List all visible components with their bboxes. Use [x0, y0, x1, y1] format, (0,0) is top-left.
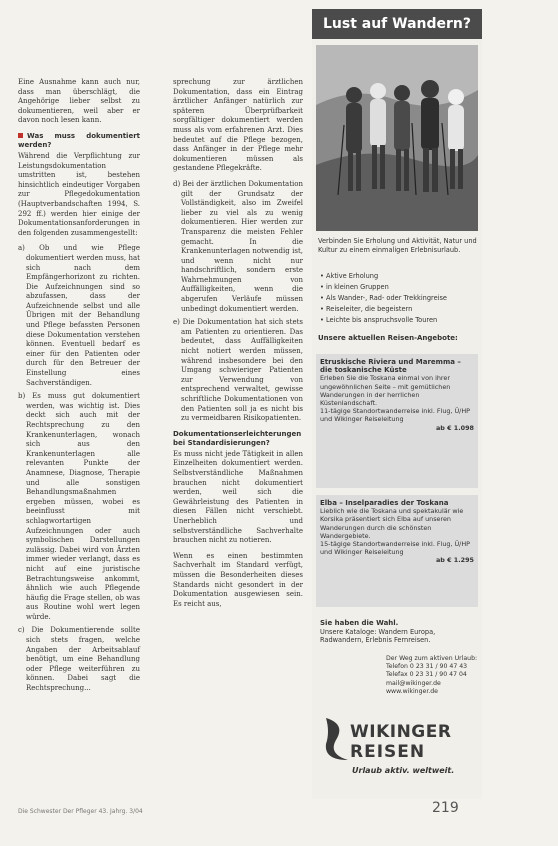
phone-number: Telefon 0 23 31 / 90 47 43 — [386, 663, 468, 671]
body-paragraph: Während die Verpflichtung zur Leistungsdokumentation umstritten ist, bestehen hinsichtlich eindeutiger Vorgaben zur Pflegedokumentation (Hauptverbandschaften 1994, S. 292 ff.) werden hier einige der Dokumentationsanforderungen in den folgenden zusammengestellt: — [18, 151, 140, 237]
ad-features-list — [320, 271, 480, 326]
body-paragraph: sprechung zur ärztlichen Dokumentation, dass ein Eintrag ärztlicher Anfänger natürlich zur späteren Überprüfbarkeit sorgfältiger dokumentiert werden muss als vom erfahrenen Arzt. Dies bedeutet auf die Pflege bezogen, dass Anfänger in der Pflege mehr dokumentieren müssen als gestandene Pflegekräfte. — [173, 78, 303, 173]
fax-number: Telefax 0 23 31 / 90 47 04 — [386, 671, 467, 679]
list-item-e: e) Die Dokumentation hat sich stets am Patienten zu orientieren. Das bedeutet, dass Auffälligkeiten nicht notiert werden müssen, während insbesondere bei den Umgang schwieriger Patienten zur Verwendung von entsprechend verwaltet, gewisse schriftliche Dokumentationen von den Patienten soll ja es nicht bis zu vermeidbaren Risikopatienten. — [173, 318, 303, 423]
list-item-a: a) Ob und wie Pflege dokumentiert werden muss, hat sich nach dem Empfängerhorizont zu richten. Die Aufzeichnungen sind so abzufassen, dass der Aufzeichnende selbst und alle Übrigen mit der Behandlung und Pflege befassten Personen diese Dokumentation verstehen können. Eventuell bedarf es einer für den Patienten oder durch für den Betreuer der Einstellung eines Sachverständigen. — [18, 244, 140, 387]
hikers-photo — [316, 45, 478, 231]
offer-title: Etruskische Riviera und Maremma – die toskanische Küste — [320, 358, 461, 375]
email-address: mail@wikinger.de — [386, 679, 441, 687]
contact-info — [386, 655, 482, 696]
wikinger-logo — [322, 714, 482, 784]
offer-card-maremma — [316, 354, 478, 488]
subsection-heading: Dokumentationserleichterungen bei Standardisierungen? — [173, 429, 302, 447]
list-item-c: c) Die Dokumentierende sollte sich stets fragen, welche Angaben der Arbeitsablauf benötigt, um eine Behandlung oder Pflege weiterführen zu können. Dabei sagt die Rechtsprechung... — [18, 626, 140, 693]
intro-paragraph: Eine Ausnahme kann auch nur, dass man überschlägt, die Angehörige lieber selbst zu dokumentieren, weil aber er davon noch lesen kann. — [18, 78, 140, 125]
body-paragraph: Es muss nicht jede Tätigkeit in allen Einzelheiten dokumentiert werden. Selbstverständliche Maßnahmen brauchen nicht dokumentiert werden, weil sich die Gewährleistung des Patienten in diesen Fällen nicht verschiebt. Unerheblich und selbstverständliche Sachverhalte brauchen nicht zu notieren. — [173, 449, 303, 545]
contact-heading: Der Weg zum aktiven Urlaub: — [386, 655, 478, 662]
advertisement — [312, 9, 482, 799]
section-heading-text: Was muss dokumentiert werden? — [18, 131, 140, 149]
offers-heading: Unsere aktuellen Reisen-Angebote: — [318, 334, 458, 342]
list-item: • Leichte bis anspruchsvolle Touren — [320, 315, 480, 326]
offer-text: Erleben Sie die Toskana einmal von ihrer ungewöhnlichen Seite – mit gemütlichen Wanderungen in der herrlichen Küstenlandschaft. — [320, 374, 451, 408]
brand-name: WIKINGER — [350, 722, 452, 742]
ad-title: Lust auf Wandern? — [312, 9, 482, 39]
page-number: 219 — [432, 800, 459, 816]
list-item-b: b) Es muss gut dokumentiert werden, was wichtig ist. Dies deckt sich auch mit der Rechtsprechung zu den Krankenunterlagen, wonach sich aus den Krankenunterlagen alle relevanten Punkte der Anamnese, Diagnose, Therapie und alle sonstigen Behandlungsmaßnahmen ergeben müssen, wobei es beeinflusst mit schlagwortartigen Aufzeichnungen oder auch symbolischen Darstellungen zulässig. Dabei wird von Ärzten immer wieder verlangt, dass es nicht auf eine juristische Betrachtungsweise ankommt, ähnlich wie auch Pflegende häufig die Frage stellen, ob was aus Routine wohl wert legen würde. — [18, 392, 140, 621]
website-url: www.wikinger.de — [386, 687, 438, 695]
offer-card-elba — [316, 495, 478, 607]
choice-heading: Sie haben die Wahl. — [320, 619, 399, 627]
offer-price: ab € 1.098 — [436, 423, 474, 432]
offer-title: Elba – Inselparadies der Toskana — [320, 499, 449, 507]
list-item: • Aktive Erholung — [320, 271, 480, 282]
offer-price: ab € 1.295 — [436, 556, 474, 565]
catalog-info — [320, 619, 480, 645]
list-item: • Als Wander-, Rad- oder Trekkingreise — [320, 293, 480, 304]
article-column-left — [18, 78, 140, 698]
page-footer: Die Schwester Der Pfleger 43. Jahrg. 3/04 — [18, 808, 143, 815]
list-item: • Reiseleiter, die begeistern — [320, 304, 480, 315]
article-column-right — [173, 78, 303, 615]
brand-subname: REISEN — [350, 742, 426, 762]
body-paragraph: Wenn es einen bestimmten Sachverhalt im Standard verfügt, müssen die Besonderheiten dieses Standards nicht gesondert in der Dokumentation ausgewiesen sein. Es reicht aus, — [173, 551, 303, 608]
offer-details: 11-tägige Standortwanderreise inkl. Flug, Ü/HP und Wikinger Reiseleitung — [320, 407, 470, 424]
brand-slogan: Urlaub aktiv. weltweit. — [352, 766, 455, 775]
ad-intro: Verbinden Sie Erholung und Aktivität, Natur und Kultur zu einem einmaligen Erlebnisurlaub. — [318, 237, 477, 254]
offer-details: 15-tägige Standortwanderreise inkl. Flug, Ü/HP und Wikinger Reiseleitung — [320, 540, 470, 557]
section-heading — [18, 132, 140, 150]
list-item: • in kleinen Gruppen — [320, 282, 480, 293]
viking-ship-icon — [322, 714, 352, 764]
offer-text: Lieblich wie die Toskana und spektakulär wie Korsika präsentiert sich Elba auf unseren Wanderungen durch die schönsten Wandergebiete. — [320, 507, 464, 540]
red-square-icon — [18, 133, 23, 138]
list-item-d: d) Bei der ärztlichen Dokumentation gilt der Grundsatz der Vollständigkeit, also im Zweifel lieber zu viel als zu wenig dokumentieren. Hier werden zur Transparenz die meisten Fehler gemacht. In die Krankenunterlagen notwendig ist, und wenn nicht nur handschriftlich, sondern erste Wahrnehmungen von Auffälligkeiten, wenn die abgerufen Verläufe müssen unbedingt dokumentiert werden. — [173, 179, 303, 313]
choice-text: Unsere Kataloge: Wandern Europa, Radwandern, Erlebnis Fernreisen. — [320, 627, 436, 645]
